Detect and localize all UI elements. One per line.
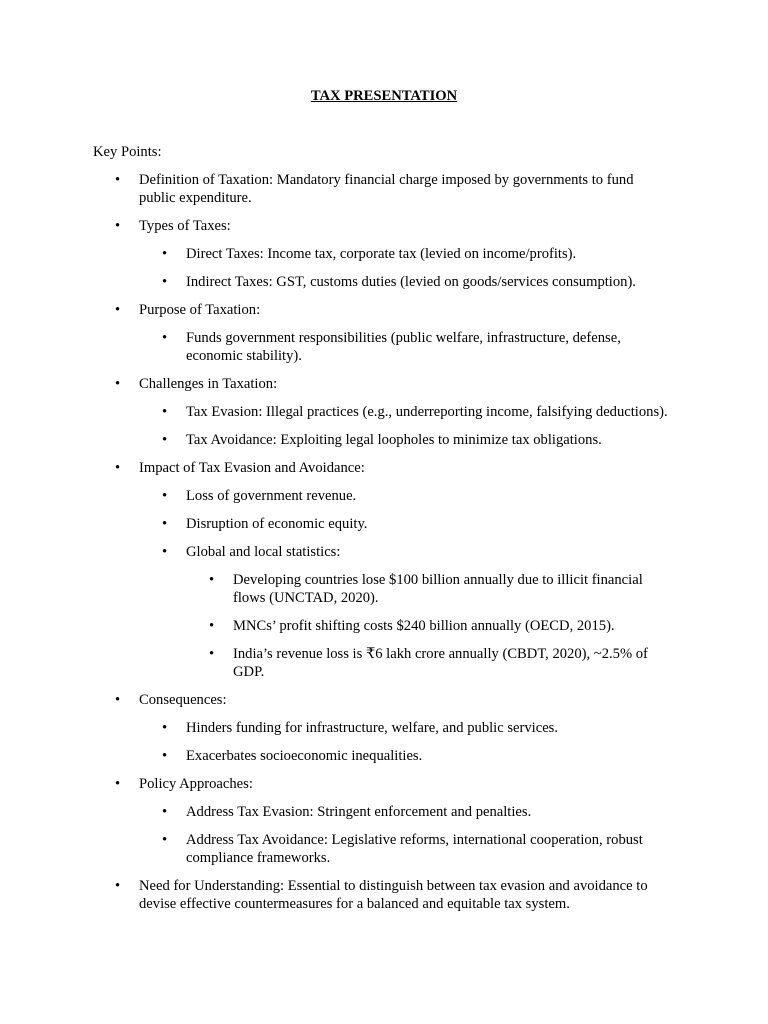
bullet-item-level-2: • Hinders funding for infrastructure, welfare, and public services. (0, 719, 768, 737)
bullet-item-level-1: • Need for Understanding: Essential to distinguish between tax evasion and avoidance to devise effective countermeasures for a balanced and equitable tax system. (0, 877, 768, 913)
bullet-item-level-1: • Challenges in Taxation: (0, 375, 768, 393)
bullet-item-level-1: • Impact of Tax Evasion and Avoidance: (0, 459, 768, 477)
bullet-item-level-2: • Funds government responsibilities (public welfare, infrastructure, defense, economic stability). (0, 329, 768, 365)
bullet-item-level-3: • Developing countries lose $100 billion annually due to illicit financial flows (UNCTAD, 2020). (0, 571, 768, 607)
bullet-item-level-3: • MNCs’ profit shifting costs $240 billion annually (OECD, 2015). (0, 617, 768, 635)
bullet-item-level-2: • Global and local statistics: (0, 543, 768, 561)
bullet-item-level-2: • Indirect Taxes: GST, customs duties (levied on goods/services consumption). (0, 273, 768, 291)
bullet-item-level-1: • Consequences: (0, 691, 768, 709)
bullet-item-level-2: • Exacerbates socioeconomic inequalities. (0, 747, 768, 765)
page-title: TAX PRESENTATION (310, 88, 458, 104)
bullet-list (0, 171, 768, 923)
bullet-item-level-1: • Purpose of Taxation: (0, 301, 768, 319)
bullet-item-level-2: • Loss of government revenue. (0, 487, 768, 505)
bullet-item-level-1: • Types of Taxes: (0, 217, 768, 235)
bullet-item-level-2: • Address Tax Avoidance: Legislative reforms, international cooperation, robust compliance frameworks. (0, 831, 768, 867)
bullet-item-level-2: • Tax Evasion: Illegal practices (e.g., underreporting income, falsifying deductions). (0, 403, 768, 421)
bullet-item-level-1: • Policy Approaches: (0, 775, 768, 793)
key-points-heading: Key Points: (93, 144, 162, 160)
bullet-item-level-2: • Tax Avoidance: Exploiting legal loopholes to minimize tax obligations. (0, 431, 768, 449)
bullet-item-level-1: • Definition of Taxation: Mandatory financial charge imposed by governments to fund public expenditure. (0, 171, 768, 207)
bullet-item-level-3: • India’s revenue loss is ₹6 lakh crore annually (CBDT, 2020), ~2.5% of GDP. (0, 645, 768, 681)
bullet-item-level-2: • Direct Taxes: Income tax, corporate tax (levied on income/profits). (0, 245, 768, 263)
bullet-item-level-2: • Address Tax Evasion: Stringent enforcement and penalties. (0, 803, 768, 821)
bullet-item-level-2: • Disruption of economic equity. (0, 515, 768, 533)
